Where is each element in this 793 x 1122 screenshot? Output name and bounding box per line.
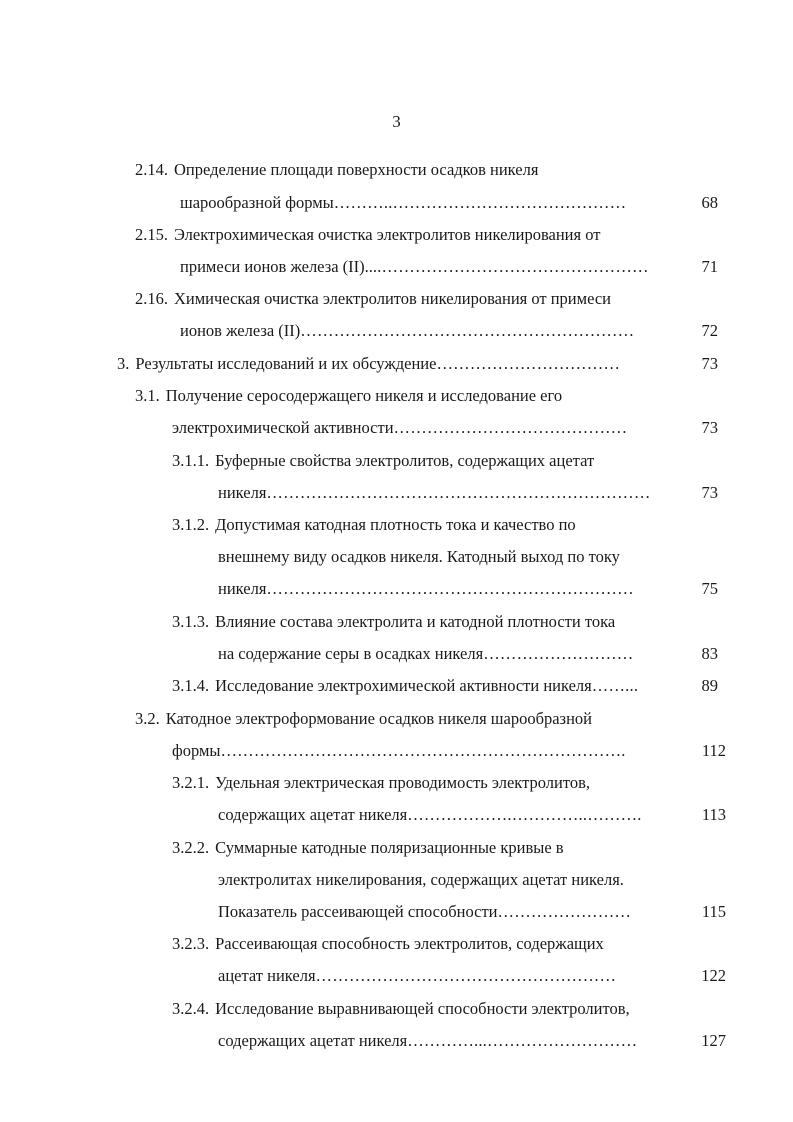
toc-entry-3-2-1-line2 bbox=[218, 805, 694, 825]
toc-title: Определение площади поверхности осадков никеля bbox=[174, 160, 539, 179]
toc-number: 3.1. bbox=[135, 386, 160, 405]
toc-entry-3-1-4 bbox=[172, 676, 694, 696]
toc-entry-3-1-2-line1 bbox=[172, 515, 576, 535]
toc-entry-3-2-line1 bbox=[135, 709, 592, 729]
toc-entry-3-1-1-line1 bbox=[172, 451, 594, 471]
toc-number: 2.15. bbox=[135, 225, 168, 244]
toc-title: Влияние состава электролита и катодной плотности тока bbox=[215, 612, 616, 631]
toc-leader-dots: …………………………………… bbox=[393, 418, 628, 437]
toc-entry-3-1-line2 bbox=[172, 418, 677, 438]
toc-page-number: 73 bbox=[701, 354, 718, 373]
toc-number: 3.2.3. bbox=[172, 934, 210, 953]
toc-page-number: 73 bbox=[701, 483, 718, 502]
toc-page-number: 113 bbox=[701, 805, 726, 824]
toc-title: Рассеивающая способность электролитов, содержащих bbox=[215, 934, 604, 953]
toc-entry-3-2-1-line1 bbox=[172, 773, 590, 793]
toc-entry-3 bbox=[117, 354, 682, 374]
toc-entry-3-1-2-line2 bbox=[218, 547, 620, 567]
toc-entry-3-2-2-line2 bbox=[218, 870, 624, 890]
toc-page-number: 75 bbox=[701, 579, 718, 598]
toc-page-number: 83 bbox=[701, 644, 718, 663]
toc-title-continued: внешнему виду осадков никеля. Катодный выход по току bbox=[218, 547, 620, 566]
toc-entry-2-15-line1 bbox=[135, 225, 600, 245]
toc-number: 3.1.1. bbox=[172, 451, 210, 470]
toc-entry-3-2-line2 bbox=[172, 741, 698, 761]
toc-title: Исследование электрохимической активности никеля bbox=[215, 676, 592, 695]
toc-entry-3-1-1-line2 bbox=[218, 483, 678, 503]
toc-page-number: 112 bbox=[701, 741, 726, 760]
toc-entry-3-2-2-line1 bbox=[172, 838, 564, 858]
toc-number: 3. bbox=[117, 354, 130, 373]
toc-entry-2-14-line1 bbox=[135, 160, 538, 180]
toc-page-number: 115 bbox=[701, 902, 726, 921]
toc-page-number: 122 bbox=[701, 966, 726, 985]
toc-page-number: 71 bbox=[701, 257, 718, 276]
toc-entry-2-14-line2 bbox=[180, 193, 670, 213]
toc-title-continued: никеля bbox=[218, 579, 267, 598]
toc-entry-3-1-3-line2 bbox=[218, 644, 688, 664]
toc-leader-dots: ……………….…………..………. bbox=[407, 805, 642, 824]
toc-leader-dots: …………...……………………… bbox=[407, 1031, 638, 1050]
toc-leader-dots: ……... bbox=[591, 676, 639, 695]
page-number: 3 bbox=[392, 112, 401, 131]
toc-entry-3-1-2-line3 bbox=[218, 579, 678, 599]
toc-entry-3-1-3-line1 bbox=[172, 612, 615, 632]
toc-title-continued: шарообразной формы bbox=[180, 193, 334, 212]
toc-title: Допустимая катодная плотность тока и качество по bbox=[215, 515, 576, 534]
toc-leader-dots: ……………………………………………… bbox=[315, 966, 617, 985]
toc-title: Электрохимическая очистка электролитов никелирования от bbox=[174, 225, 601, 244]
toc-page-number: 72 bbox=[701, 321, 718, 340]
toc-number: 3.1.2. bbox=[172, 515, 210, 534]
toc-leader-dots: ………..…………………………………… bbox=[333, 193, 627, 212]
toc-number: 3.2.2. bbox=[172, 838, 210, 857]
toc-page-number: 89 bbox=[701, 676, 718, 695]
toc-entry-2-16-line1 bbox=[135, 289, 611, 309]
toc-number: 3.2. bbox=[135, 709, 160, 728]
toc-title-continued: ацетат никеля bbox=[218, 966, 316, 985]
toc-title-continued: содержащих ацетат никеля bbox=[218, 805, 408, 824]
toc-title-continued: на содержание серы в осадках никеля bbox=[218, 644, 484, 663]
toc-title-continued: никеля bbox=[218, 483, 267, 502]
toc-leader-dots: …………………………………………………… bbox=[300, 321, 635, 340]
toc-entry-3-2-2-line3 bbox=[218, 902, 678, 922]
toc-title: Катодное электроформование осадков никеля шарообразной bbox=[165, 709, 592, 728]
toc-number: 3.1.4. bbox=[172, 676, 210, 695]
toc-title-continued: содержащих ацетат никеля bbox=[218, 1031, 408, 1050]
toc-leader-dots: ………………………………………………………… bbox=[266, 579, 634, 598]
toc-title: Удельная электрическая проводимость электролитов, bbox=[215, 773, 590, 792]
toc-title: Химическая очистка электролитов никелирования от примеси bbox=[174, 289, 611, 308]
toc-title: Суммарные катодные поляризационные кривые в bbox=[215, 838, 564, 857]
toc-number: 3.2.4. bbox=[172, 999, 210, 1018]
toc-title: Исследование выравнивающей способности электролитов, bbox=[215, 999, 630, 1018]
toc-title-continued: электролитах никелирования, содержащих ацетат никеля. bbox=[218, 870, 624, 889]
toc-entry-2-15-line2 bbox=[180, 257, 675, 277]
toc-entry-3-2-3-line1 bbox=[172, 934, 604, 954]
toc-entry-3-2-4-line1 bbox=[172, 999, 630, 1019]
toc-leader-dots: …………………………………………………………… bbox=[266, 483, 651, 502]
toc-leader-dots: ………………………………………………………………. bbox=[220, 741, 626, 760]
toc-number: 3.1.3. bbox=[172, 612, 210, 631]
toc-entry-3-1-line1 bbox=[135, 386, 562, 406]
toc-entry-2-16-line2 bbox=[180, 321, 700, 341]
toc-title: Буферные свойства электролитов, содержащих ацетат bbox=[215, 451, 595, 470]
toc-title-continued: формы bbox=[172, 741, 221, 760]
toc-page-number: 68 bbox=[701, 193, 718, 212]
toc-title-continued: примеси ионов железа (II).. bbox=[180, 257, 373, 276]
toc-number: 2.16. bbox=[135, 289, 168, 308]
toc-number: 3.2.1. bbox=[172, 773, 210, 792]
toc-entry-3-2-4-line2 bbox=[218, 1031, 696, 1051]
toc-entry-3-2-3-line2 bbox=[218, 966, 678, 986]
toc-title-continued: электрохимической активности bbox=[172, 418, 394, 437]
toc-title-continued: ионов железа (II) bbox=[180, 321, 301, 340]
toc-leader-dots: …………………… bbox=[497, 902, 632, 921]
toc-title-continued: Показатель рассеивающей способности bbox=[218, 902, 498, 921]
toc-title: Получение серосодержащего никеля и исследование его bbox=[165, 386, 563, 405]
toc-page-number: 73 bbox=[701, 418, 718, 437]
toc-number: 2.14. bbox=[135, 160, 168, 179]
toc-title: Результаты исследований и их обсуждение bbox=[135, 354, 437, 373]
toc-page-number: 127 bbox=[701, 1031, 726, 1050]
toc-leader-dots: …………………………… bbox=[436, 354, 621, 373]
toc-leader-dots: ..………………………………………… bbox=[372, 257, 649, 276]
toc-leader-dots: ……………………… bbox=[483, 644, 634, 663]
